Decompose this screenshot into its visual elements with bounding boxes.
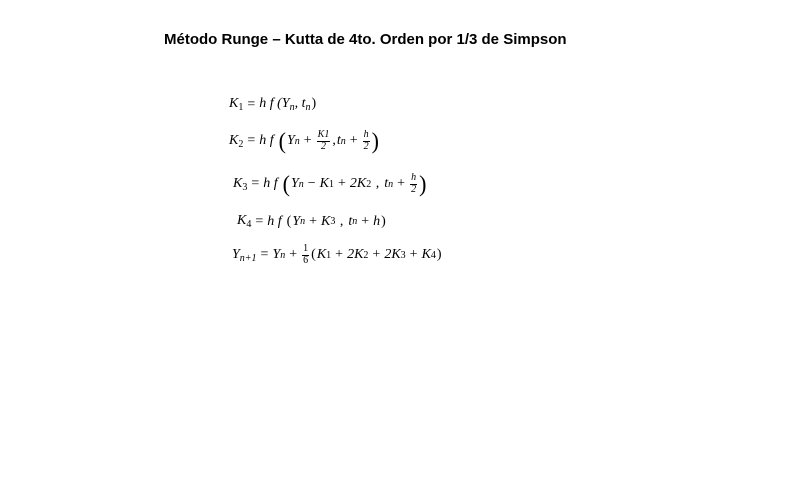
- k3-lhs: $K_3$: [233, 175, 248, 193]
- k2-fraction-h-half: $\frac{h}{2}$: [363, 129, 369, 152]
- k4-lhs: $K_4$: [237, 213, 252, 230]
- document-title: Método Runge – Kutta de 4to. Orden por 1/3 de Simpson: [164, 31, 567, 48]
- k2-lhs: $K_2$: [229, 132, 244, 150]
- equation-k3: $K_3$ = h f ( Y n − K 1 + 2K 2 , t n + $\frac{h}{2}$ ): [233, 170, 427, 197]
- k2-fraction-k1-half: $\frac{K1}{2}$: [317, 129, 330, 152]
- y-next-lhs: $Y_{n+1}$: [232, 246, 257, 264]
- equation-k2: $K_2$ = h f ( Y n + $\frac{K1}{2}$ , t n + $\frac{h}{2}$ ): [229, 127, 379, 154]
- y-next-fraction-one-sixth: $\frac{1}{6}$: [303, 243, 309, 266]
- equation-k4: $K_4$ = h f ( Y n + K 3 , t n + h ): [237, 213, 386, 230]
- k1-lhs: $K_1$: [229, 96, 244, 113]
- equation-k1: $K_1$ = h f ($Y_n$, $t_n$): [229, 96, 317, 113]
- k3-fraction-h-half: $\frac{h}{2}$: [411, 172, 417, 195]
- k1-rhs: h f ($Y_n$, $t_n$): [259, 96, 317, 113]
- equation-y-next: $Y_{n+1}$ = Y n + $\frac{1}{6}$ ( K 1 + 2K 2 + 2K 3 + K 4 ): [232, 243, 442, 266]
